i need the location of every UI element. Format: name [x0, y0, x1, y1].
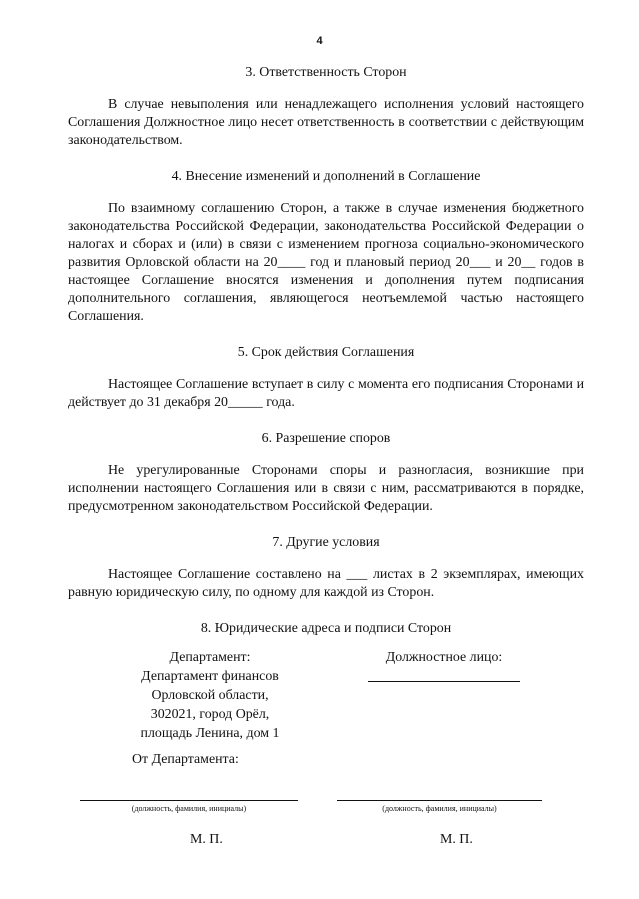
- department-signature-line: [80, 800, 298, 801]
- section-responsibility: [68, 64, 584, 168]
- section-term: [68, 344, 584, 430]
- address-line: Департамент:: [169, 650, 251, 665]
- section-heading: 3. Ответственность Сторон: [245, 65, 407, 80]
- section-text: В случае невыполения или ненадлежащего исполнения условий настоящего Соглашения Должностное лицо несет ответственность в соответствии с действующим законодательством.: [68, 97, 584, 148]
- section-text: Настоящее Соглашение вступает в силу с момента его подписания Сторонами и действует до 31 декабря 20_____ года.: [68, 377, 584, 410]
- department-address: [90, 648, 330, 743]
- section-text: Настоящее Соглашение составлено на ___ листах в 2 экземплярах, имеющих равную юридическую силу, по одному для каждой из Сторон.: [68, 567, 584, 600]
- address-line: Орловской области,: [151, 688, 269, 703]
- section-heading: 8. Юридические адреса и подписи Сторон: [200, 621, 452, 636]
- official-block: [344, 648, 544, 682]
- section-heading: 5. Срок действия Соглашения: [237, 345, 415, 360]
- address-line: площадь Ленина, дом 1: [140, 726, 280, 741]
- from-department-label: От Департамента:: [132, 752, 239, 767]
- department-stamp-place: М. П.: [190, 832, 223, 847]
- section-other-terms: [68, 534, 584, 620]
- page-number: 4: [316, 35, 323, 47]
- section-heading: 6. Разрешение споров: [261, 431, 391, 446]
- official-title: Должностное лицо:: [385, 650, 503, 665]
- address-line: Департамент финансов: [141, 669, 279, 684]
- section-legal-addresses: [68, 620, 584, 638]
- section-text: Не урегулированные Сторонами споры и разногласия, возникшие при исполнении настоящего Соглашения или в связи с ним, рассматриваются в порядке, предусмотренном законодательством Российской Федерации.: [68, 463, 584, 514]
- official-signature-caption: (должность, фамилия, инициалы): [382, 804, 497, 813]
- section-disputes: [68, 430, 584, 534]
- department-signature-caption: (должность, фамилия, инициалы): [131, 804, 247, 813]
- document-body: [68, 64, 584, 638]
- section-text: По взаимному соглашению Сторон, а также в случае изменения бюджетного законодательства Российской Федерации, законодательства Российской Федерации о налогах и сборах и (или) в связи с изменением прогноза социально-экономического развития Орловской области на 20____ год и плановый период 20___ и 20__ годов в настоящее Соглашение вносятся изменения и дополнения путем подписания дополнительного соглашения, являющегося неотъемлемой частью настоящего Соглашения.: [68, 201, 584, 324]
- official-stamp-place: М. П.: [440, 832, 473, 847]
- section-heading: 7. Другие условия: [272, 535, 380, 550]
- address-line: 302021, город Орёл,: [150, 707, 270, 722]
- official-name-line: [337, 800, 542, 801]
- section-heading: 4. Внесение изменений и дополнений в Соглашение: [171, 169, 481, 184]
- section-amendments: [68, 168, 584, 344]
- official-signature-line: [368, 673, 520, 682]
